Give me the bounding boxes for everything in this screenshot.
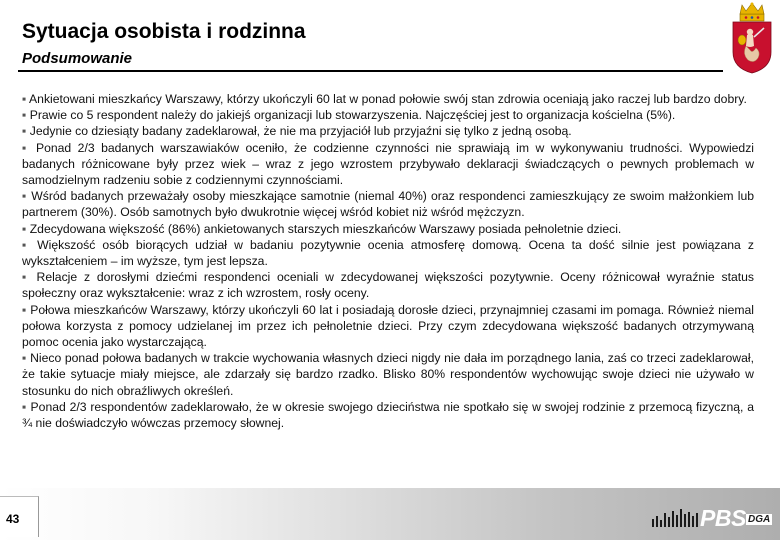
bullet-icon: ▪	[22, 221, 27, 236]
warsaw-coat-of-arms-icon	[728, 2, 776, 74]
bullet-icon: ▪	[22, 237, 31, 252]
summary-text: Ankietowani mieszkańcy Warszawy, którzy ukończyli 60 lat w ponad połowie swój stan zdrowia oceniają jako raczej lub bardzo dobry.	[29, 92, 747, 106]
summary-text: Ponad 2/3 badanych warszawiaków oceniło, że codzienne czynności nie sprawiają im w wykonywaniu trudności. Wypowiedzi badanych różnicowane były przez wiek – wraz z jego wzrostem przybywało deklaracji świadczących o pewnych problemach w samodzielnym radzeniu sobie z codziennymi czynnościami.	[22, 140, 755, 188]
summary-point	[22, 140, 754, 189]
slide-subtitle: Podsumowanie	[22, 50, 133, 67]
summary-point	[22, 399, 754, 431]
title-divider	[18, 70, 723, 72]
pbs-logo: PBS	[700, 505, 746, 531]
summary-point	[22, 188, 754, 220]
bullet-icon: ▪	[22, 351, 27, 366]
bullet-icon: ▪	[22, 270, 30, 285]
bullet-icon: ▪	[22, 92, 27, 106]
summary-text: Połowa mieszkańców Warszawy, którzy ukończyli 60 lat i posiadają dorosłe dzieci, przynajmniej czasami im pomaga. Również niemal połowa korzysta z pomocy udzielanej im przez ich pełnoletnie dzieci. Przy czym zdecydowana większość badanych otrzymywaną pomoc ocenia jako wystarczającą.	[22, 302, 754, 350]
summary-text: Wśród badanych przeważały osoby mieszkające samotnie (niemal 40%) oraz respondenci zamieszkujący ze swoim małżonkiem lub partnerem (30%). Osób samotnych było dwukrotnie więcej wśród kobiet niż wśród mężczyzn.	[22, 189, 754, 220]
summary-point	[22, 221, 754, 237]
summary-text: Ponad 2/3 respondentów zadeklarowało, że w okresie swojego dzieciństwa nie spotkało się w swojej rodzinie z przemocą fizyczną, a ¾ nie doświadczyło wówczas przemocy słownej.	[22, 399, 755, 431]
summary-point	[22, 302, 754, 351]
pbs-logo-bars-icon	[650, 507, 700, 527]
bullet-icon: ▪	[22, 189, 28, 204]
summary-text: Nieco ponad połowa badanych w trakcie wychowania własnych dzieci nigdy nie dała im porządnego lania, zaś co trzeci zadeklarował, że takie sytuacje miały miejsce, ale zdarzały się bardzo rzadko. Blisko 80% respondentów wychowując swoje dzieci nie używało w stosunku do nich obraźliwych określeń.	[22, 351, 754, 398]
page-number: 43	[6, 512, 20, 526]
summary-point	[22, 91, 754, 107]
bullet-icon: ▪	[22, 124, 27, 139]
summary-point	[22, 123, 754, 139]
bullet-icon: ▪	[22, 140, 30, 155]
dga-logo: DGA	[748, 514, 771, 525]
summary-text: Jedynie co dziesiąty badany zadeklarował, że nie ma przyjaciół lub przyjaźni się tylko z jedną osobą.	[29, 124, 572, 139]
summary-text: Prawie co 5 respondent należy do jakiejś organizacji lub stowarzyszenia. Najczęściej jest to organizacja kościelna (5%).	[29, 108, 676, 123]
summary-text: Relacje z dorosłymi dziećmi respondenci oceniali w zdecydowanej większości pozytywnie. Oceny różnicował wyraźnie status społeczny oraz wykształcenie: wraz z ich wzrostem, rosły oceny.	[22, 270, 754, 301]
bullet-icon: ▪	[22, 302, 27, 317]
bullet-icon: ▪	[22, 399, 27, 414]
bullet-icon: ▪	[22, 108, 27, 123]
summary-text: Większość osób biorących udział w badaniu pozytywnie ocenia atmosferę domową. Ocena ta dość silnie jest powiązana z wykształceniem – im wyższe, tym jest lepsza.	[22, 237, 754, 269]
summary-content	[22, 91, 754, 431]
summary-point	[22, 269, 754, 301]
summary-point	[22, 107, 754, 123]
summary-point	[22, 350, 754, 399]
summary-point	[22, 237, 754, 269]
crown-icon	[740, 3, 764, 22]
slide-title: Sytuacja osobista i rodzinna	[22, 20, 306, 43]
summary-text: Zdecydowana większość (86%) ankietowanych starszych mieszkańców Warszawy posiada pełnoletnie dzieci.	[29, 221, 622, 236]
